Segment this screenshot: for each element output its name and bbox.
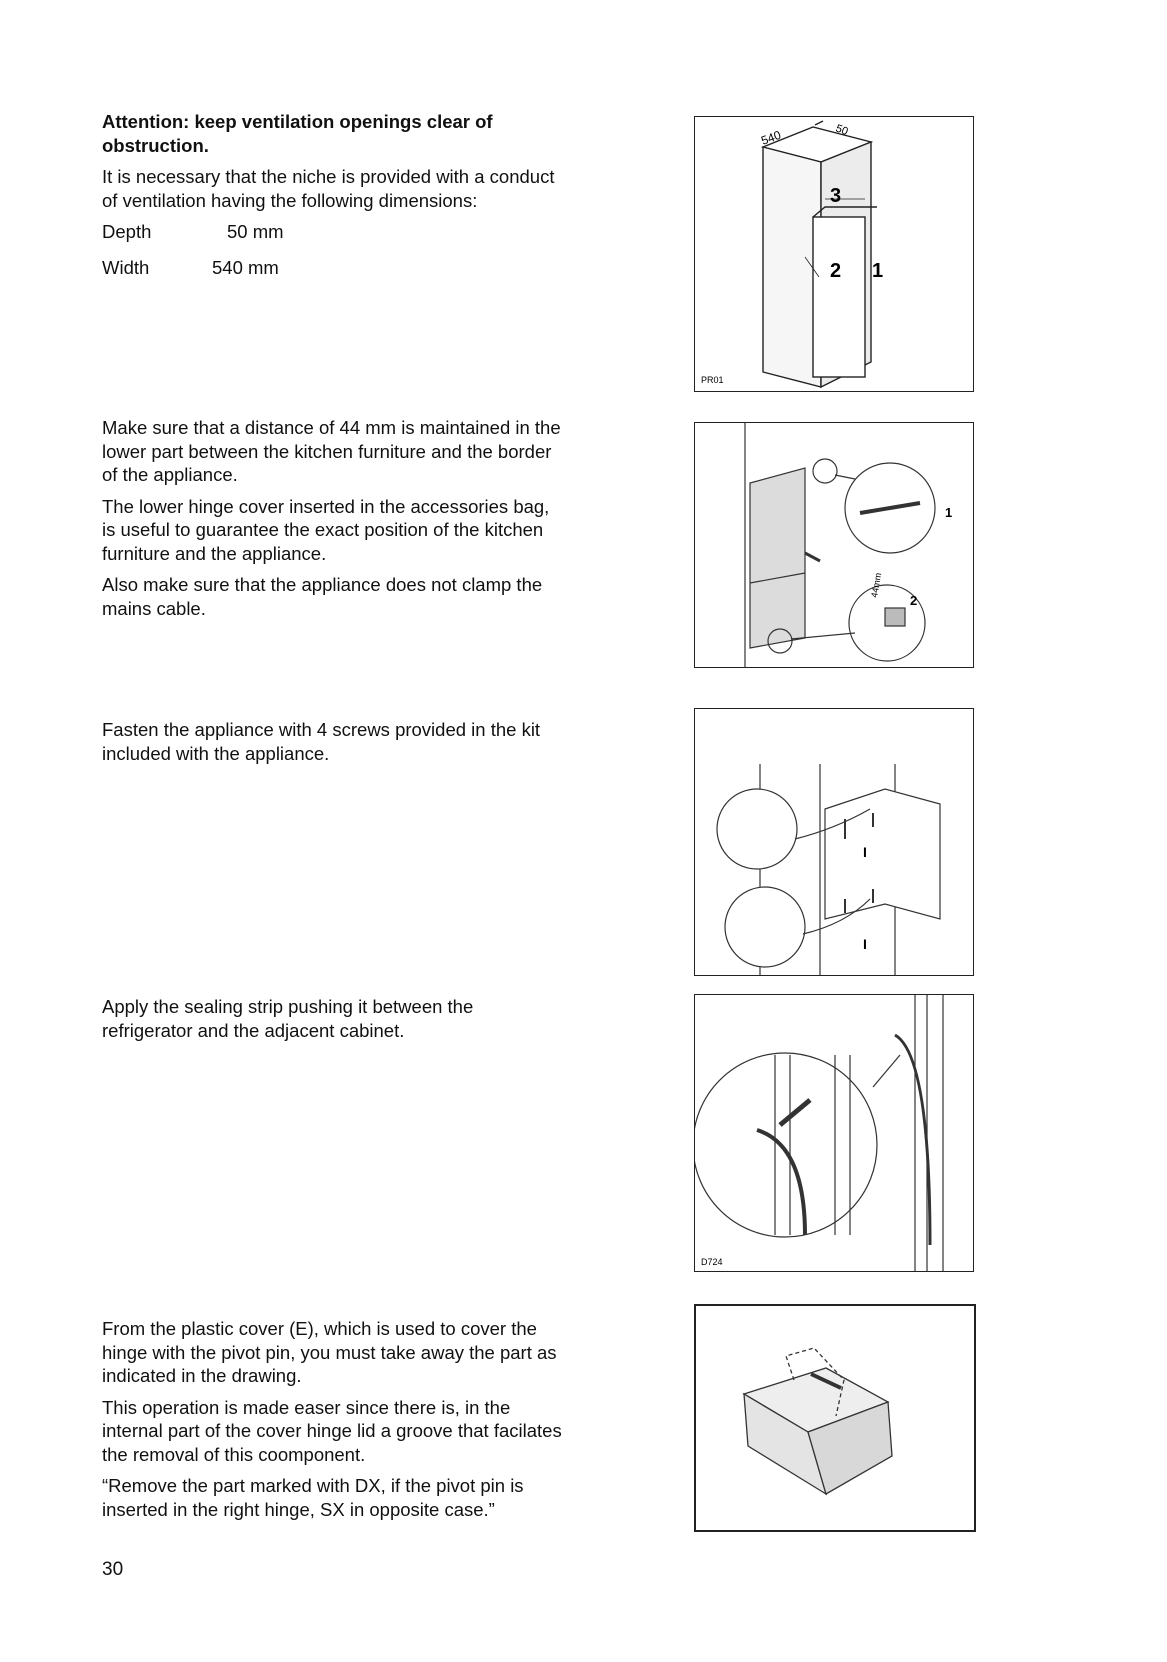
figure-plastic-cover <box>694 1304 976 1532</box>
paragraph: The lower hinge cover inserted in the accessories bag, is useful to guarantee the exact position of the kitchen furniture and the appliance. <box>102 495 550 564</box>
figure-niche-dimensions <box>694 116 974 392</box>
figure-code: PR01 <box>701 375 724 385</box>
callout-3: 3 <box>830 185 842 207</box>
callout-2: 2 <box>830 260 842 282</box>
section-sealing <box>102 995 562 1050</box>
figure-screws <box>694 708 974 976</box>
paragraph: Fasten the appliance with 4 screws provided in the kit included with the appliance. <box>102 719 541 764</box>
paragraph: “Remove the part marked with DX, if the pivot pin is inserted in the right hinge, SX in opposite case.” <box>102 1475 524 1520</box>
niche-diagram <box>695 117 973 391</box>
dimension-value: 50 mm <box>227 221 284 242</box>
figure-code: D724 <box>701 1257 723 1267</box>
callout-1: 1 <box>872 260 884 282</box>
section-plastic-cover <box>102 1317 562 1529</box>
paragraph: Apply the sealing strip pushing it between the refrigerator and the adjacent cabinet. <box>102 996 474 1041</box>
dim-width-label: 540 <box>759 127 783 148</box>
dimension-label: Depth <box>102 221 152 242</box>
figure-sealing-strip <box>694 994 974 1272</box>
screws-diagram <box>695 709 973 975</box>
measure-label: 44mm <box>869 571 884 599</box>
sealing-diagram <box>695 995 973 1271</box>
section-screws <box>102 718 562 773</box>
dimension-row-width <box>102 256 562 280</box>
callout-1: 1 <box>945 505 953 520</box>
dim-depth-label: 50 <box>833 122 850 139</box>
page-number: 30 <box>102 1559 124 1580</box>
ventilation-text: It is necessary that the niche is provided with a conduct of ventilation having the following dimensions: <box>102 166 555 211</box>
dimension-value: 540 mm <box>212 256 279 278</box>
cover-diagram <box>696 1306 974 1530</box>
paragraph: Make sure that a distance of 44 mm is maintained in the lower part between the kitchen furniture and the border of the appliance. <box>102 417 561 485</box>
section-distance <box>102 416 562 628</box>
callout-2: 2 <box>910 593 918 608</box>
figure-hinge-distance <box>694 422 974 668</box>
paragraph: Also make sure that the appliance does not clamp the mains cable. <box>102 574 543 619</box>
callout-I-top: I <box>863 844 867 860</box>
callout-I-bottom: I <box>863 936 867 952</box>
dimension-row-depth <box>102 220 562 244</box>
dimension-label: Width <box>102 256 150 278</box>
paragraph: From the plastic cover (E), which is used to cover the hinge with the pivot pin, you must take away the part as indicated in the drawing. <box>102 1318 557 1386</box>
ventilation-heading: Attention: keep ventilation openings clear of obstruction. <box>102 111 493 156</box>
paragraph: This operation is made easer since there is, in the internal part of the cover hinge lid a groove that facilates the removal of this coomponent. <box>102 1396 562 1465</box>
section-ventilation <box>102 110 562 291</box>
distance-diagram <box>695 423 973 667</box>
